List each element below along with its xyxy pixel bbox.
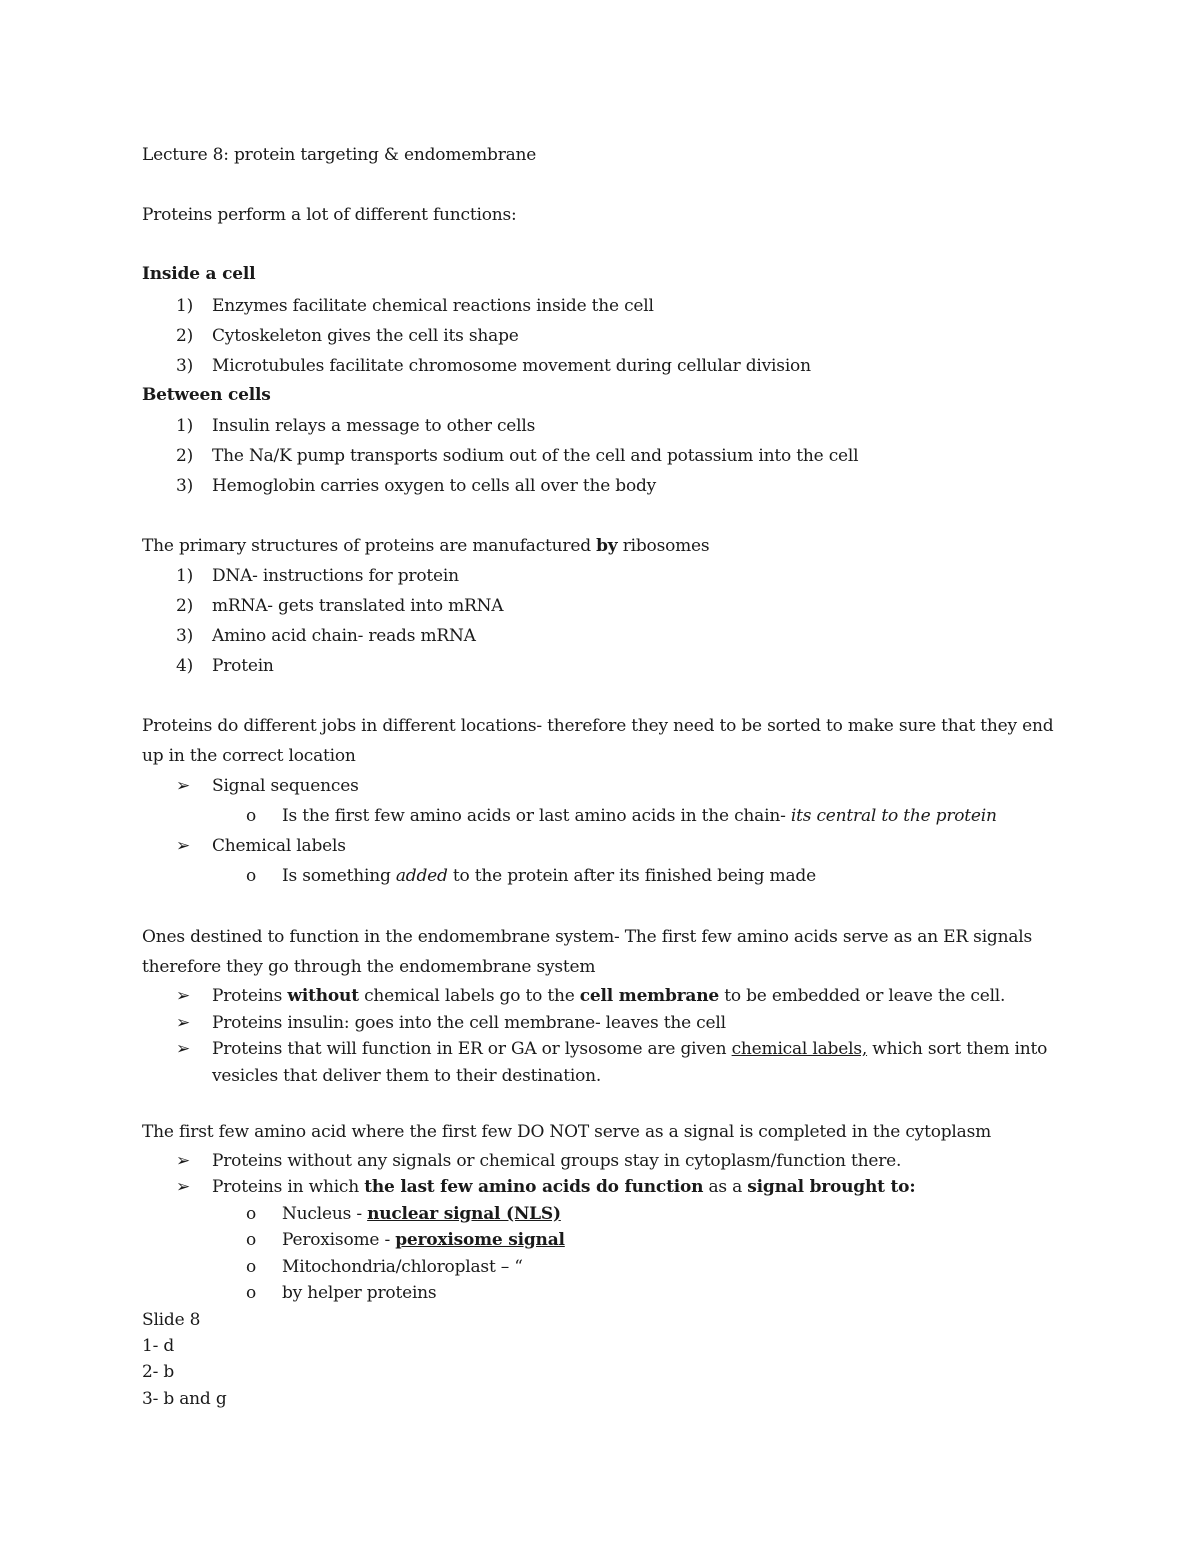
- list-item: Cytoskeleton gives the cell its shape: [212, 326, 519, 346]
- bullet-item: Signal sequences: [212, 776, 359, 796]
- bullet-item: Proteins insulin: goes into the cell membrane- leaves the cell: [212, 1013, 726, 1033]
- list-number: 3): [176, 626, 194, 646]
- list-number: 1): [176, 416, 194, 436]
- cyto-paragraph: The first few amino acid where the first few DO NOT serve as a signal is completed in the cytoplasm: [142, 1122, 992, 1142]
- list-number: 2): [176, 596, 194, 616]
- arrow-bullet-icon: ➢: [176, 1013, 191, 1033]
- list-item: Amino acid chain- reads mRNA: [212, 626, 476, 646]
- list-number: 1): [176, 566, 194, 586]
- sub-bullet-item: Is something added to the protein after its finished being made: [282, 866, 816, 886]
- endo-paragraph-cont: therefore they go through the endomembrane system: [142, 957, 596, 977]
- circle-bullet-icon: o: [246, 1204, 257, 1224]
- page-title: Lecture 8: protein targeting & endomembrane: [142, 145, 537, 165]
- arrow-bullet-icon: ➢: [176, 776, 191, 796]
- endo-paragraph: Ones destined to function in the endomembrane system- The first few amino acids serve as an ER signals: [142, 927, 1033, 947]
- list-number: 3): [176, 356, 194, 376]
- circle-bullet-icon: o: [246, 1283, 257, 1303]
- bullet-item: Proteins without chemical labels go to the cell membrane to be embedded or leave the cell.: [212, 986, 1006, 1006]
- circle-bullet-icon: o: [246, 1230, 257, 1250]
- sub-bullet-item: by helper proteins: [282, 1283, 437, 1303]
- sorting-paragraph-cont: up in the correct location: [142, 746, 356, 766]
- bullet-item: Proteins without any signals or chemical groups stay in cytoplasm/function there.: [212, 1151, 902, 1171]
- sub-bullet-item: Mitochondria/chloroplast – “: [282, 1257, 523, 1277]
- slide-answer: 3- b and g: [142, 1389, 227, 1409]
- circle-bullet-icon: o: [246, 866, 257, 886]
- arrow-bullet-icon: ➢: [176, 1151, 191, 1171]
- list-number: 1): [176, 296, 194, 316]
- circle-bullet-icon: o: [246, 806, 257, 826]
- inside-heading: Inside a cell: [142, 264, 256, 284]
- circle-bullet-icon: o: [246, 1257, 257, 1277]
- list-item: Microtubules facilitate chromosome movement during cellular division: [212, 356, 811, 376]
- arrow-bullet-icon: ➢: [176, 1039, 191, 1059]
- list-item: DNA- instructions for protein: [212, 566, 459, 586]
- bullet-item-cont: vesicles that deliver them to their destination.: [212, 1066, 602, 1086]
- intro-text: Proteins perform a lot of different functions:: [142, 205, 517, 225]
- list-item: Insulin relays a message to other cells: [212, 416, 536, 436]
- bullet-item: Proteins in which the last few amino acids do function as a signal brought to:: [212, 1177, 916, 1197]
- sub-bullet-item: Peroxisome - peroxisome signal: [282, 1230, 565, 1250]
- list-item: Hemoglobin carries oxygen to cells all over the body: [212, 476, 657, 496]
- slide-heading: Slide 8: [142, 1310, 201, 1330]
- list-number: 3): [176, 476, 194, 496]
- between-heading: Between cells: [142, 385, 271, 405]
- sub-bullet-item: Nucleus - nuclear signal (NLS): [282, 1204, 561, 1224]
- primary-paragraph: The primary structures of proteins are manufactured by ribosomes: [142, 536, 710, 556]
- bullet-item: Proteins that will function in ER or GA or lysosome are given chemical labels, which sort them into: [212, 1039, 1048, 1059]
- list-number: 2): [176, 326, 194, 346]
- list-number: 4): [176, 656, 194, 676]
- slide-answer: 2- b: [142, 1362, 175, 1382]
- list-number: 2): [176, 446, 194, 466]
- arrow-bullet-icon: ➢: [176, 1177, 191, 1197]
- arrow-bullet-icon: ➢: [176, 986, 191, 1006]
- list-item: Protein: [212, 656, 274, 676]
- sub-bullet-item: Is the first few amino acids or last amino acids in the chain- its central to the protein: [282, 806, 997, 826]
- slide-answer: 1- d: [142, 1336, 175, 1356]
- sorting-paragraph: Proteins do different jobs in different locations- therefore they need to be sorted to make sure that they end: [142, 716, 1054, 736]
- list-item: The Na/K pump transports sodium out of the cell and potassium into the cell: [212, 446, 859, 466]
- arrow-bullet-icon: ➢: [176, 836, 191, 856]
- list-item: mRNA- gets translated into mRNA: [212, 596, 504, 616]
- list-item: Enzymes facilitate chemical reactions inside the cell: [212, 296, 654, 316]
- bullet-item: Chemical labels: [212, 836, 346, 856]
